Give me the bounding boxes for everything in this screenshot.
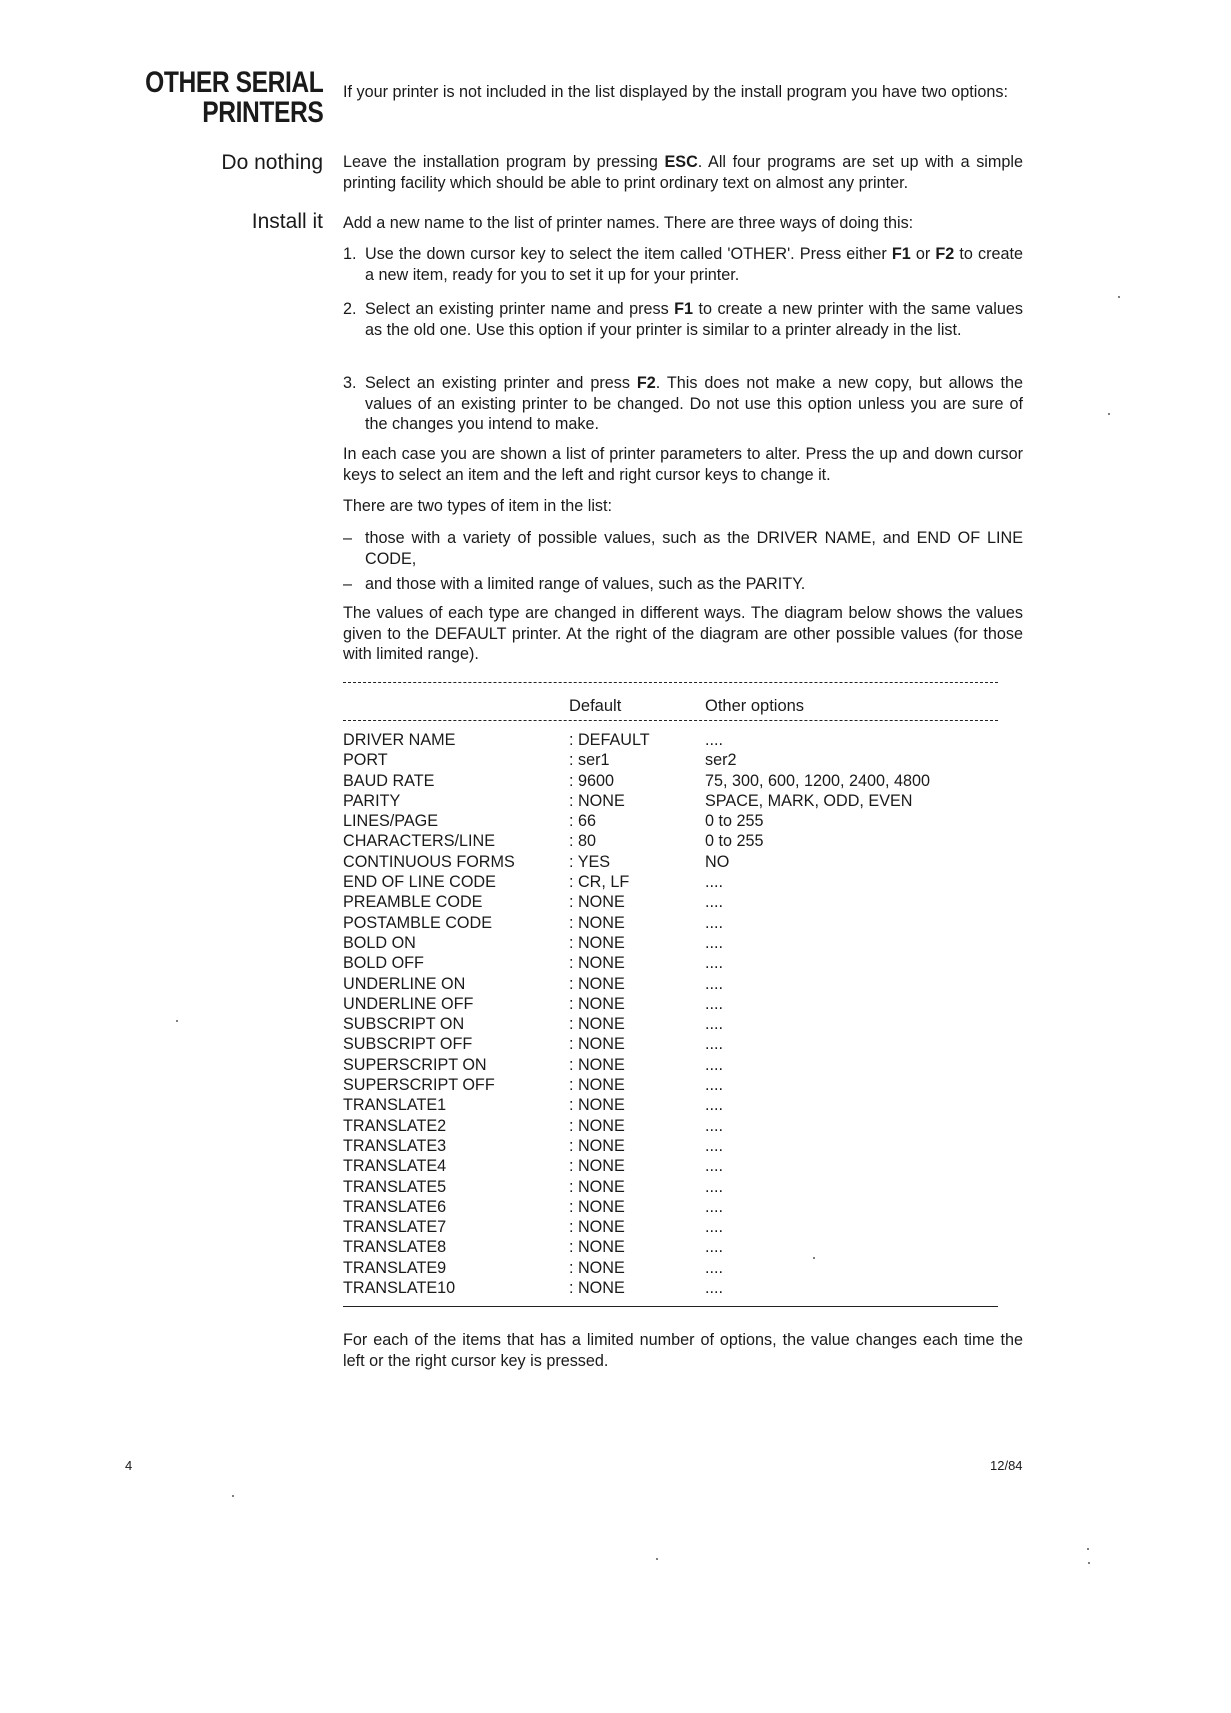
table-row (343, 791, 998, 811)
other-options-value: .... (705, 1177, 723, 1196)
table-row (343, 933, 998, 953)
table-header-default: Default (569, 697, 622, 715)
table-row (343, 1197, 998, 1217)
table-row (343, 974, 998, 994)
parameter-name: CHARACTERS/LINE (343, 832, 496, 851)
parameter-name: DRIVER NAME (343, 731, 456, 749)
parameter-name: END OF LINE CODE (343, 873, 496, 892)
default-value: : NONE (569, 1197, 625, 1216)
do-nothing-paragraph (343, 152, 1023, 193)
default-value: : NONE (569, 1116, 625, 1135)
parameter-name: BAUD RATE (343, 771, 435, 790)
parameter-name: TRANSLATE7 (343, 1218, 447, 1237)
default-value: : NONE (569, 1035, 625, 1054)
step-number: 1. (343, 245, 357, 263)
scan-speck (176, 1020, 178, 1022)
default-value: : NONE (569, 1279, 625, 1298)
default-value: : YES (569, 852, 611, 871)
scan-speck (232, 1495, 234, 1497)
other-options-value: .... (705, 974, 723, 993)
default-value: : NONE (569, 1055, 625, 1074)
parameter-name: UNDERLINE ON (343, 974, 466, 993)
type-item-1 (343, 528, 1023, 569)
heading-line-2: PRINTERS (201, 96, 323, 129)
type-text: and those with a limited range of values, such as the PARITY. (365, 575, 806, 593)
other-options-value: .... (705, 1116, 723, 1135)
step-3 (343, 373, 1023, 435)
table-row (343, 730, 998, 750)
table-header-rule (343, 720, 998, 721)
other-options-value: .... (705, 1096, 723, 1115)
limited-options-paragraph: For each of the items that has a limited number of options, the value changes each time the left or the right cursor key is pressed. (343, 1331, 1023, 1370)
other-options-value: .... (705, 1035, 723, 1054)
intro-paragraph: If your printer is not included in the list displayed by the install program you have two options: (343, 83, 1008, 101)
type-item-2 (343, 574, 1023, 595)
other-options-value: .... (705, 1197, 723, 1216)
step-text (365, 373, 1023, 435)
default-value: : 66 (569, 812, 597, 831)
default-value: : NONE (569, 1157, 625, 1176)
f1-key: F1 (674, 300, 694, 318)
step-text (365, 244, 1023, 285)
parameter-name: POSTAMBLE CODE (343, 913, 493, 932)
other-options-value: .... (705, 1015, 723, 1034)
default-value: : NONE (569, 974, 625, 993)
default-value: : NONE (569, 1015, 625, 1034)
table-row (343, 1156, 998, 1176)
table-row (343, 1237, 998, 1257)
parameter-name: UNDERLINE OFF (343, 994, 474, 1013)
esc-key: ESC (664, 153, 698, 171)
do-nothing-text-before: Leave the installation program by pressing (343, 153, 665, 171)
do-nothing-label: Do nothing (221, 151, 323, 174)
step-number: 2. (343, 300, 357, 318)
parameter-name: TRANSLATE9 (343, 1258, 447, 1277)
default-value: : NONE (569, 1096, 625, 1115)
default-value: : NONE (569, 1136, 625, 1155)
table-header-other-options: Other options (705, 697, 805, 715)
step-text-part: or (910, 245, 936, 263)
parameter-name: BOLD ON (343, 933, 416, 952)
table-row (343, 1136, 998, 1156)
other-options-value: .... (705, 1136, 723, 1155)
parameter-name: SUBSCRIPT ON (343, 1015, 465, 1034)
install-it-label: Install it (251, 210, 323, 233)
do-nothing-text-after: . All four programs are set up with a simple printing facility which should be able to print ordinary text on almost any printer. (343, 153, 1023, 192)
default-value: : NONE (569, 954, 625, 973)
default-value: : NONE (569, 933, 625, 952)
default-value: : NONE (569, 791, 625, 810)
scan-speck (1108, 413, 1110, 415)
other-options-value: .... (705, 913, 723, 932)
default-value: : NONE (569, 1177, 625, 1196)
parameter-name: PARITY (343, 791, 401, 810)
parameter-name: SUPERSCRIPT ON (343, 1055, 487, 1074)
other-options-value: SPACE, MARK, ODD, EVEN (705, 791, 913, 810)
table-row (343, 1034, 998, 1054)
type-text: those with a variety of possible values, such as the DRIVER NAME, and END OF LINE CODE, (365, 529, 1023, 568)
default-value: : NONE (569, 1076, 625, 1095)
each-case-paragraph: In each case you are shown a list of printer parameters to alter. Press the up and down cursor keys to select an item and the left and right cursor keys to change it. (343, 445, 1023, 484)
default-value: : NONE (569, 1218, 625, 1237)
default-value: : ser1 (569, 751, 610, 770)
other-options-value: .... (705, 1157, 723, 1176)
default-value: : NONE (569, 994, 625, 1013)
parameter-name: TRANSLATE10 (343, 1279, 456, 1298)
parameter-name: TRANSLATE4 (343, 1157, 447, 1176)
other-options-value: NO (705, 852, 730, 871)
other-options-value: 0 to 255 (705, 812, 764, 831)
parameter-name: TRANSLATE6 (343, 1197, 447, 1216)
other-options-value: .... (705, 933, 723, 952)
other-options-value: .... (705, 954, 723, 973)
scan-speck (1118, 296, 1120, 298)
step-text (365, 299, 1023, 340)
dash-bullet: – (343, 575, 353, 593)
dash-bullet: – (343, 529, 353, 547)
f2-key: F2 (935, 245, 955, 263)
step-2 (343, 299, 1023, 340)
values-paragraph: The values of each type are changed in different ways. The diagram below shows the values given to the DEFAULT printer. At the right of the diagram are other possible values (for those with limited range). (343, 604, 1023, 663)
table-row (343, 994, 998, 1014)
step-text-part: to create a new item, ready for you to set it up for your printer. (365, 245, 1023, 284)
heading-line-1: OTHER SERIAL (144, 66, 323, 99)
table-row (343, 1217, 998, 1237)
parameter-name: PREAMBLE CODE (343, 893, 483, 912)
parameter-name: BOLD OFF (343, 954, 424, 973)
default-value: : NONE (569, 913, 625, 932)
table-row (343, 872, 998, 892)
step-1 (343, 244, 1023, 285)
page-number: 4 (125, 1458, 133, 1473)
scan-speck (1088, 1562, 1090, 1564)
table-row (343, 892, 998, 912)
table-row (343, 1116, 998, 1136)
section-heading (145, 68, 323, 128)
table-row (343, 1075, 998, 1095)
parameter-name: TRANSLATE2 (343, 1116, 447, 1135)
footer-date: 12/84 (990, 1458, 1023, 1473)
other-options-value: .... (705, 1076, 723, 1095)
default-value: : NONE (569, 893, 625, 912)
other-options-value: .... (705, 994, 723, 1013)
parameter-name: PORT (343, 751, 388, 770)
default-value: : CR, LF (569, 873, 630, 892)
table-row (343, 913, 998, 933)
table-row (343, 852, 998, 872)
parameter-name: TRANSLATE3 (343, 1136, 447, 1155)
parameter-name: TRANSLATE1 (343, 1096, 447, 1115)
step-text-part: to create a new printer with the same values as the old one. Use this option if your printer is similar to a printer already in the list. (365, 300, 1023, 339)
other-options-value: .... (705, 873, 723, 892)
step-number: 3. (343, 374, 357, 392)
other-options-value: .... (705, 1279, 723, 1298)
table-row (343, 750, 998, 770)
table-row (343, 1258, 998, 1278)
other-options-value: 0 to 255 (705, 832, 764, 851)
default-value: : 9600 (569, 771, 615, 790)
two-types-paragraph: There are two types of item in the list: (343, 497, 613, 515)
other-options-value: .... (705, 1055, 723, 1074)
other-options-value: .... (705, 1258, 723, 1277)
table-row (343, 1278, 998, 1298)
step-text-part: Select an existing printer name and press (365, 300, 675, 318)
table-top-rule (343, 682, 998, 683)
default-value: : 80 (569, 832, 597, 851)
parameter-name: SUBSCRIPT OFF (343, 1035, 473, 1054)
other-options-value: .... (705, 731, 723, 749)
parameter-name: TRANSLATE8 (343, 1238, 447, 1257)
table-row (343, 771, 998, 791)
table-row (343, 953, 998, 973)
table-row (343, 1177, 998, 1197)
scan-speck (1087, 1548, 1089, 1550)
table-row (343, 1014, 998, 1034)
step-text-part: Use the down cursor key to select the item called 'OTHER'. Press either (365, 245, 892, 263)
table-row (343, 811, 998, 831)
parameter-name: SUPERSCRIPT OFF (343, 1076, 495, 1095)
f2-key: F2 (636, 374, 656, 392)
default-value: : NONE (569, 1238, 625, 1257)
table-row (343, 1095, 998, 1115)
scan-speck (813, 1257, 815, 1259)
other-options-value: .... (705, 1238, 723, 1257)
step-text-part: . This does not make a new copy, but allows the values of an existing printer to be changed. Do not use this option unless you are sure of the changes you intend to make. (365, 374, 1023, 433)
other-options-value: 75, 300, 600, 1200, 2400, 4800 (705, 771, 931, 790)
other-options-value: ser2 (705, 751, 737, 770)
printer-parameter-table (343, 730, 998, 1298)
step-text-part: Select an existing printer and press (365, 374, 637, 392)
parameter-name: LINES/PAGE (343, 812, 439, 831)
install-it-paragraph: Add a new name to the list of printer names. There are three ways of doing this: (343, 214, 914, 232)
parameter-name: CONTINUOUS FORMS (343, 852, 515, 871)
table-row (343, 1055, 998, 1075)
f1-key: F1 (891, 245, 911, 263)
default-value: : DEFAULT (569, 731, 650, 749)
other-options-value: .... (705, 1218, 723, 1237)
table-bottom-rule (343, 1306, 998, 1307)
default-value: : NONE (569, 1258, 625, 1277)
scan-speck (656, 1558, 658, 1560)
parameter-name: TRANSLATE5 (343, 1177, 447, 1196)
other-options-value: .... (705, 893, 723, 912)
table-row (343, 831, 998, 851)
